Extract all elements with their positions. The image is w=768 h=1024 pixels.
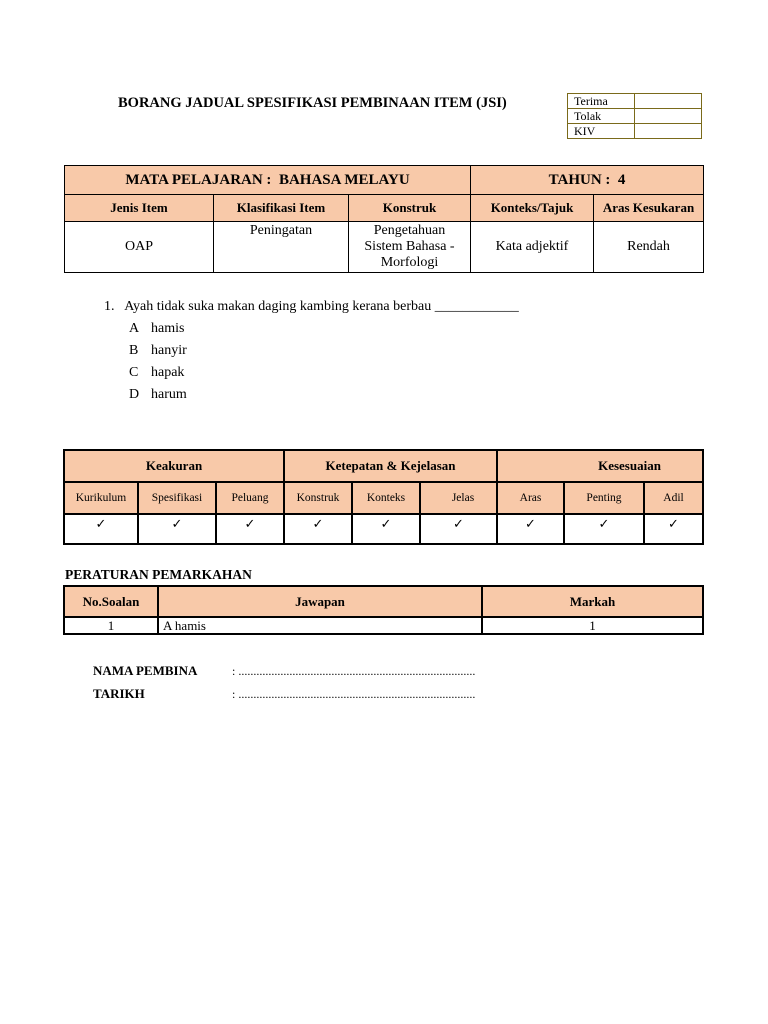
header-jawapan: Jawapan [158, 586, 482, 617]
check-kurikulum[interactable]: ✓ [64, 514, 138, 544]
question-text: Ayah tidak suka makan daging kambing kerana berbau ____________ [124, 299, 519, 314]
cell-aras-kesukaran: Rendah [594, 222, 704, 273]
header-konstruk: Konstruk [349, 195, 471, 222]
status-kiv-label: KIV [568, 124, 635, 139]
question-number: 1. [104, 299, 115, 314]
sub-aras: Aras [497, 482, 564, 514]
marking-title: PERATURAN PEMARKAHAN [65, 567, 252, 582]
sub-spesifikasi: Spesifikasi [138, 482, 216, 514]
status-box [567, 93, 702, 139]
header-aras-kesukaran: Aras Kesukaran [594, 195, 704, 222]
cell-klasifikasi-item: Peningatan [214, 222, 349, 273]
check-konteks[interactable]: ✓ [352, 514, 420, 544]
date-field[interactable]: : ............................................................................... [232, 687, 476, 701]
status-terima-label: Terima [568, 94, 635, 109]
name-field[interactable]: : ............................................................................... [232, 664, 476, 678]
date-label: TARIKH [93, 686, 145, 701]
check-peluang[interactable]: ✓ [216, 514, 284, 544]
option-a: A hamis [129, 321, 185, 336]
konstruk-line-1: Pengetahuan [373, 223, 446, 238]
name-label: NAMA PEMBINA [93, 663, 198, 678]
status-terima-box[interactable] [635, 94, 702, 109]
year-cell [471, 166, 704, 195]
option-d: D harum [129, 387, 187, 402]
item-info-table [64, 165, 704, 273]
header-no-soalan: No.Soalan [64, 586, 158, 617]
cell-konteks: Kata adjektif [471, 222, 594, 273]
check-aras[interactable]: ✓ [497, 514, 564, 544]
header-markah: Markah [482, 586, 703, 617]
cell-konstruk [349, 222, 471, 273]
check-spesifikasi[interactable]: ✓ [138, 514, 216, 544]
check-penting[interactable]: ✓ [564, 514, 644, 544]
sub-kurikulum: Kurikulum [64, 482, 138, 514]
option-b: B hanyir [129, 343, 187, 358]
header-jenis-item: Jenis Item [65, 195, 214, 222]
subject-cell [65, 166, 471, 195]
check-jelas[interactable]: ✓ [420, 514, 497, 544]
subject-label: MATA PELAJARAN : [125, 171, 272, 188]
form-title: BORANG JADUAL SPESIFIKASI PEMBINAAN ITEM (JSI) [118, 95, 507, 111]
sub-peluang: Peluang [216, 482, 284, 514]
sub-penting: Penting [564, 482, 644, 514]
group-ketepatan: Ketepatan & Kejelasan [284, 450, 497, 482]
marking-table [63, 585, 704, 635]
sub-konteks: Konteks [352, 482, 420, 514]
cell-no-soalan: 1 [64, 617, 158, 634]
status-tolak-label: Tolak [568, 109, 635, 124]
group-kesesuaian: Kesesuaian [497, 450, 703, 482]
sub-konstruk: Konstruk [284, 482, 352, 514]
option-c: C hapak [129, 365, 185, 380]
year-value: 4 [617, 171, 626, 188]
year-label: TAHUN : [548, 171, 611, 188]
konstruk-line-2: Sistem Bahasa - [364, 239, 455, 254]
status-tolak-box[interactable] [635, 109, 702, 124]
cell-jenis-item: OAP [65, 222, 214, 273]
konstruk-line-3: Morfologi [380, 255, 439, 270]
group-keakuran: Keakuran [64, 450, 284, 482]
sub-adil: Adil [644, 482, 703, 514]
question-stem [104, 296, 519, 318]
cell-jawapan: A hamis [158, 617, 482, 634]
sub-jelas: Jelas [420, 482, 497, 514]
question-block [104, 296, 519, 406]
header-konteks: Konteks/Tajuk [471, 195, 594, 222]
check-adil[interactable]: ✓ [644, 514, 703, 544]
status-kiv-box[interactable] [635, 124, 702, 139]
cell-markah: 1 [482, 617, 703, 634]
check-konstruk[interactable]: ✓ [284, 514, 352, 544]
criteria-table [63, 449, 704, 545]
header-klasifikasi-item: Klasifikasi Item [214, 195, 349, 222]
subject-value: BAHASA MELAYU [278, 171, 410, 188]
